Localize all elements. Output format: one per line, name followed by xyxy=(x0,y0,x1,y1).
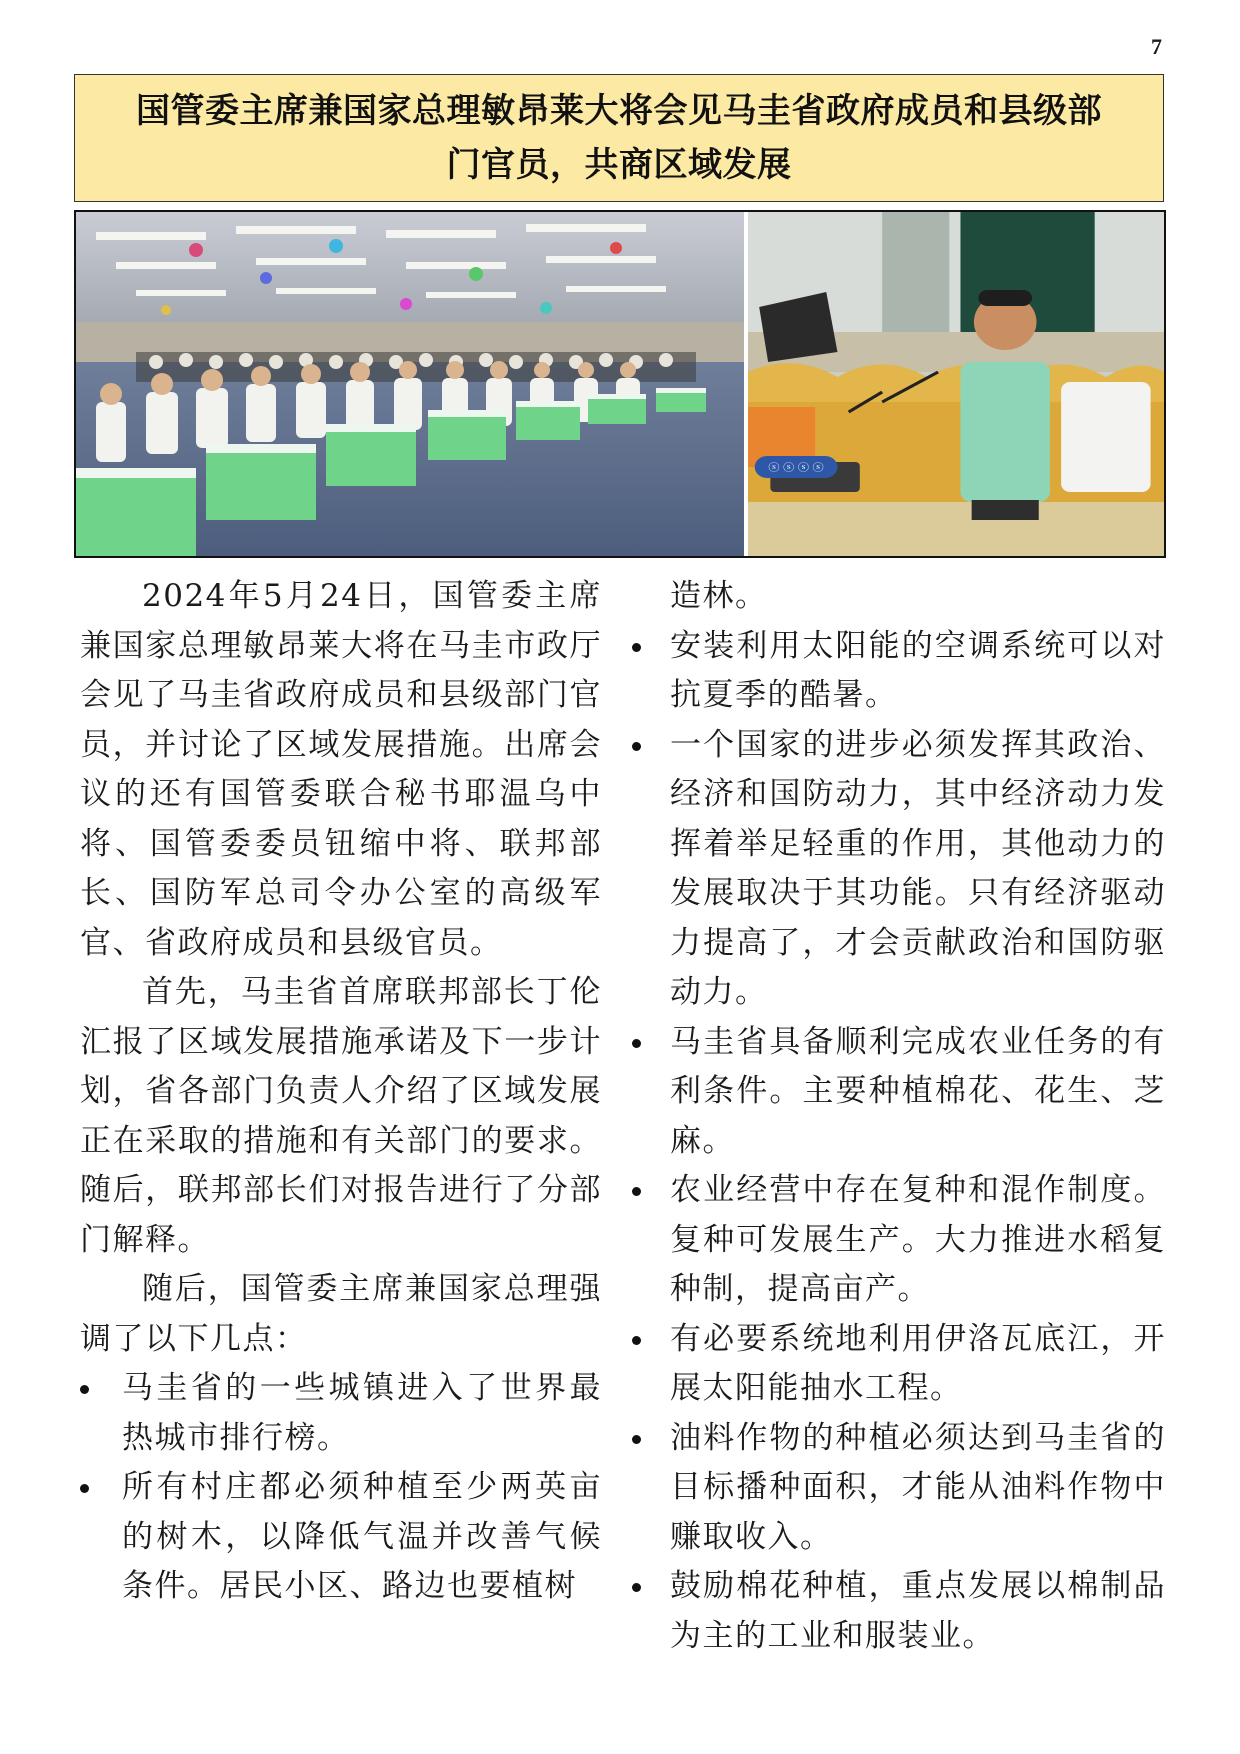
bullet-icon xyxy=(632,742,641,751)
headline-line-1: 国管委主席兼国家总理敏昂莱大将会见马圭省政府成员和县级部 xyxy=(136,91,1102,131)
key-points-list-right xyxy=(670,622,1166,1662)
key-point-text: 农业经营中存在复种和混作制度。复种可发展生产。大力推进水稻复种制，提高亩产。 xyxy=(670,1172,1166,1307)
key-point-item xyxy=(670,1018,1166,1167)
bullet-icon xyxy=(632,643,641,652)
bullet-icon xyxy=(80,1484,89,1493)
article-column-right xyxy=(670,572,1166,1661)
key-point-text: 马圭省的一些城镇进入了世界最热城市排行榜。 xyxy=(122,1370,602,1456)
bullet-icon xyxy=(632,1039,641,1048)
article-paragraph-3: 随后，国管委主席兼国家总理强调了以下几点： xyxy=(80,1271,602,1357)
key-point-item xyxy=(670,622,1166,721)
bullet-icon xyxy=(632,1583,641,1592)
meeting-hall-photo xyxy=(76,212,744,556)
bullet-icon xyxy=(632,1187,641,1196)
key-point-item xyxy=(670,721,1166,1018)
speaker-illustration xyxy=(748,212,1164,556)
headline-box xyxy=(74,74,1164,202)
headline-line-2: 门官员，共商区域发展 xyxy=(446,145,792,185)
key-point-item xyxy=(670,1315,1166,1414)
key-point-text: 所有村庄都必须种植至少两英亩的树木，以降低气温并改善气候条件。居民小区、路边也要植树 xyxy=(122,1469,602,1604)
key-point-text: 鼓励棉花种植，重点发展以棉制品为主的工业和服装业。 xyxy=(670,1568,1166,1654)
key-point-text: 油料作物的种植必须达到马圭省的目标播种面积，才能从油料作物中赚取收入。 xyxy=(670,1419,1166,1555)
key-point-item xyxy=(80,1463,602,1612)
key-point-item xyxy=(670,1414,1166,1563)
meeting-hall-illustration xyxy=(76,212,744,556)
bullet-icon xyxy=(632,1435,641,1444)
photo-strip xyxy=(74,210,1166,558)
key-point-item xyxy=(670,1562,1166,1661)
key-point-text: 安装利用太阳能的空调系统可以对抗夏季的酷暑。 xyxy=(670,627,1166,713)
key-points-list-left xyxy=(80,1364,602,1612)
key-point-text: 马圭省具备顺利完成农业任务的有利条件。主要种植棉花、花生、芝麻。 xyxy=(670,1023,1166,1159)
key-point-text: 一个国家的进步必须发挥其政治、经济和国防动力，其中经济动力发挥着举足轻重的作用，其他动力的发展取决于其功能。只有经济驱动力提高了，才会贡献政治和国防驱动力。 xyxy=(670,726,1166,1010)
article-paragraph-1: 2024年5月24日，国管委主席兼国家总理敏昂莱大将在马圭市政厅会见了马圭省政府成员和县级部门官员，并讨论了区域发展措施。出席会议的还有国管委联合秘书耶温乌中将、国管委委员钮缩中将、联邦部长、国防军总司令办公室的高级军官、省政府成员和县级官员。 xyxy=(80,578,602,961)
key-point-item xyxy=(80,1364,602,1463)
bullet-icon xyxy=(80,1385,89,1394)
key-point-item xyxy=(670,1166,1166,1315)
article-paragraph-2: 首先，马圭省首席联邦部长丁伦汇报了区域发展措施承诺及下一步计划，省各部门负责人介绍了区域发展正在采取的措施和有关部门的要求。随后，联邦部长们对报告进行了分部门解释。 xyxy=(80,974,602,1258)
page-number: 7 xyxy=(1151,34,1162,59)
watermark-text: ⓢ ⓢ ⓢ ⓢ xyxy=(768,462,824,474)
key-point-continuation: 造林。 xyxy=(670,578,768,614)
speaker-photo xyxy=(748,212,1164,556)
bullet-icon xyxy=(632,1336,641,1345)
article-column-left xyxy=(80,572,602,1612)
key-point-text: 有必要系统地利用伊洛瓦底江，开展太阳能抽水工程。 xyxy=(670,1320,1166,1406)
